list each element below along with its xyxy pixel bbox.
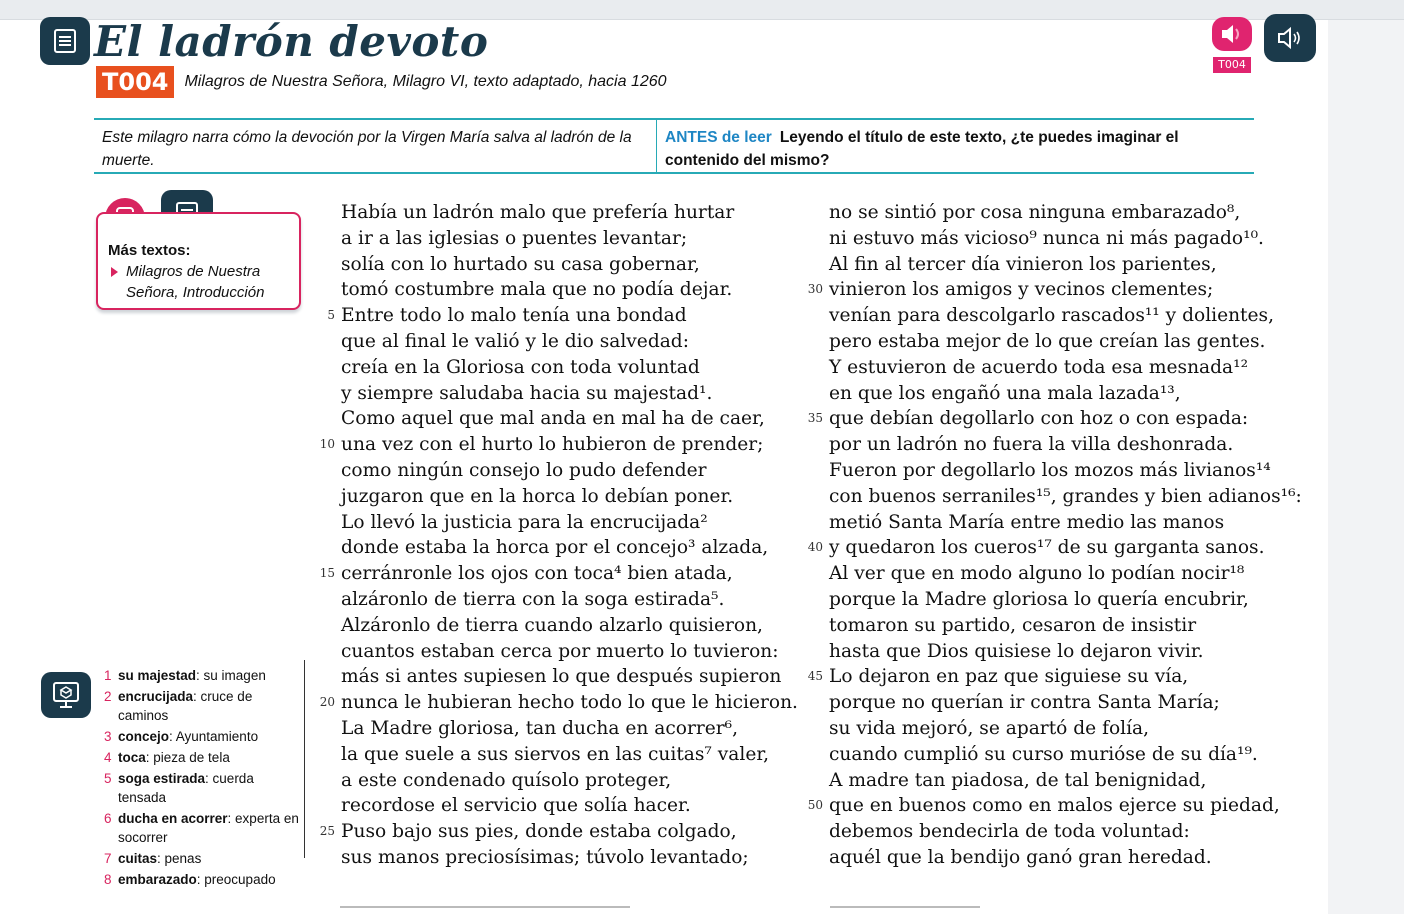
note-definition: : experta en socorrer — [118, 811, 299, 845]
note-number: 4 — [104, 750, 112, 765]
line-number: 30 — [807, 282, 823, 297]
verse-text: aquél que la bendijo ganó gran heredad. — [829, 846, 1212, 868]
verse-line — [829, 768, 1302, 794]
glossary-note — [104, 870, 299, 889]
monitor-icon[interactable] — [41, 672, 91, 718]
verse-line — [829, 252, 1302, 278]
verse-line — [829, 381, 1302, 407]
verse-line — [829, 613, 1302, 639]
verse-line — [341, 793, 798, 819]
verse-text: que al final le valió y le dio salvedad: — [341, 330, 689, 352]
verse-text: juzgaron que en la horca lo debían poner. — [341, 485, 734, 507]
verse-text: A madre tan piadosa, de tal benignidad, — [829, 769, 1207, 791]
verse-line — [341, 355, 798, 381]
poem-column-2 — [807, 200, 1302, 871]
right-margin — [1328, 20, 1404, 914]
verse-line — [829, 510, 1302, 536]
note-definition: : pieza de tela — [145, 750, 230, 765]
line-number: 35 — [807, 411, 823, 426]
mas-textos-title: Más textos: — [108, 242, 191, 259]
title-bar — [40, 16, 488, 66]
note-number: 8 — [104, 872, 112, 887]
verse-line — [319, 690, 798, 716]
glossary-note — [104, 769, 299, 807]
verse-text: como ningún consejo lo pudo defender — [341, 459, 707, 481]
verse-text: solía con lo hurtado su casa gobernar, — [341, 253, 700, 275]
note-term: concejo — [118, 729, 170, 744]
verse-text: alzáronlo de tierra con la soga estirada⁵. — [341, 588, 725, 610]
verse-line — [807, 535, 1302, 561]
mas-textos-link[interactable]: Milagros de Nuestra Señora, Introducción — [108, 261, 289, 303]
verse-line — [829, 226, 1302, 252]
antes-question: Leyendo el título de este texto, ¿te puedes imaginar el contenido del mismo? — [665, 129, 1179, 169]
note-term: ducha en acorrer — [118, 811, 228, 826]
verse-text: debemos bendecirla de toda voluntad: — [829, 821, 1190, 843]
verse-text: con buenos serraniles¹⁵, grandes y bien adianos¹⁶: — [829, 485, 1302, 507]
source-citation: Milagros de Nuestra Señora, Milagro VI, texto adaptado, hacia 1260 — [184, 73, 667, 90]
verse-line — [341, 510, 798, 536]
verse-text: Como aquel que mal anda en mal ha de caer, — [341, 408, 765, 430]
verse-text: que en buenos como en malos ejerce su piedad, — [829, 795, 1280, 817]
note-term: soga estirada — [118, 771, 206, 786]
note-number: 3 — [104, 729, 112, 744]
verse-line — [341, 716, 798, 742]
verse-text: tomó costumbre mala que no podía dejar. — [341, 279, 733, 301]
verse-text: cuando cumplió su curso murióse de su día¹⁹. — [829, 743, 1258, 765]
verse-text: por un ladrón no fuera la villa deshonrada. — [829, 434, 1234, 456]
verse-line — [829, 200, 1302, 226]
glossary-note — [104, 727, 299, 746]
code-bar — [96, 66, 667, 98]
footer-note-fragment — [340, 906, 630, 908]
line-number: 15 — [319, 566, 335, 581]
note-number: 6 — [104, 811, 112, 826]
verse-line — [829, 587, 1302, 613]
verse-text: creía en la Gloriosa con toda voluntad — [341, 356, 700, 378]
line-number: 50 — [807, 798, 823, 813]
note-body — [118, 849, 299, 868]
verse-text: no se sintió por cosa ninguna embarazado⁸, — [829, 202, 1241, 223]
text-code-badge: T004 — [96, 66, 174, 98]
verse-line — [341, 381, 798, 407]
verse-line — [341, 200, 798, 226]
verse-line — [341, 845, 798, 871]
glossary-note — [104, 809, 299, 847]
verse-line — [829, 329, 1302, 355]
verse-text: cuantos estaban cerca por muerto lo tuvieron: — [341, 640, 779, 662]
note-definition: : cuerda tensada — [118, 771, 254, 805]
glossary-note — [104, 687, 299, 725]
verse-text: a ir a las iglesias o puentes levantar; — [341, 227, 688, 249]
note-body — [118, 769, 299, 807]
line-number: 40 — [807, 540, 823, 555]
verse-line — [807, 406, 1302, 432]
verse-line — [829, 484, 1302, 510]
verse-text: tomaron su partido, cesaron de insistir — [829, 614, 1197, 636]
verse-line — [319, 819, 798, 845]
line-number: 20 — [319, 695, 335, 710]
glossary-notes — [104, 666, 299, 891]
mas-textos-box — [96, 212, 301, 310]
verse-line — [829, 303, 1302, 329]
verse-text: Fueron por degollarlo los mozos más livianos¹⁴ — [829, 459, 1271, 481]
note-body — [118, 687, 299, 725]
verse-line — [829, 458, 1302, 484]
speaker-button[interactable] — [1264, 14, 1316, 62]
verse-text: cerránronle los ojos con toca⁴ bien atada, — [341, 563, 733, 585]
verse-text: recordose el servicio que solía hacer. — [341, 795, 691, 817]
verse-text: vinieron los amigos y vecinos clementes; — [829, 279, 1214, 301]
note-definition: : penas — [157, 851, 202, 866]
verse-line — [341, 226, 798, 252]
note-definition: : su imagen — [196, 668, 266, 683]
line-number: 25 — [319, 824, 335, 839]
poem-column-1 — [319, 200, 798, 871]
verse-text: Al ver que en modo alguno lo podían nocir¹⁸ — [829, 563, 1245, 585]
verse-line — [829, 690, 1302, 716]
glossary-note — [104, 666, 299, 685]
verse-text: a este condenado quísolo proteger, — [341, 769, 672, 791]
verse-line — [341, 639, 798, 665]
verse-text: pero estaba mejor de lo que creían las gentes. — [829, 330, 1266, 352]
note-body — [118, 666, 299, 685]
verse-line — [341, 329, 798, 355]
verse-line — [341, 252, 798, 278]
verse-text: porque la Madre gloriosa lo quería encubrir, — [829, 588, 1249, 610]
line-number: 45 — [807, 669, 823, 684]
verse-line — [341, 587, 798, 613]
note-number: 7 — [104, 851, 112, 866]
verse-line — [829, 639, 1302, 665]
verse-text: Alzáronlo de tierra cuando alzarlo quisieron, — [341, 614, 763, 636]
verse-line — [327, 303, 798, 329]
verse-text: Lo llevó la justicia para la encrucijada² — [341, 511, 708, 533]
verse-text: nunca le hubieran hecho todo lo que le hicieron. — [341, 692, 798, 714]
verse-text: en que los engañó una mala lazada¹³, — [829, 382, 1181, 404]
note-definition: : Ayuntamiento — [169, 729, 259, 744]
antes-label: ANTES de leer — [665, 129, 772, 146]
verse-text: la que suele a sus siervos en las cuitas⁷ valer, — [341, 743, 770, 765]
verse-line — [807, 664, 1302, 690]
note-body — [118, 870, 299, 889]
verse-text: Al fin al tercer día vinieron los parientes, — [829, 253, 1217, 275]
audio-code-tag: T004 — [1213, 57, 1251, 73]
note-term: toca — [118, 750, 146, 765]
note-number: 5 — [104, 771, 112, 786]
verse-text: donde estaba la horca por el concejo³ alzada, — [341, 537, 769, 559]
verse-text: La Madre gloriosa, tan ducha en acorrer⁶, — [341, 717, 739, 739]
audio-play-button[interactable] — [1212, 17, 1252, 51]
verse-text: Entre todo lo malo tenía una bondad — [341, 305, 687, 327]
line-number: 5 — [327, 308, 335, 323]
note-number: 2 — [104, 689, 112, 704]
verse-line — [829, 742, 1302, 768]
verse-text: venían para descolgarlo rascados¹¹ y dolientes, — [829, 305, 1274, 327]
note-body — [118, 727, 299, 746]
verse-line — [319, 561, 798, 587]
line-number: 10 — [319, 437, 335, 452]
verse-text: y siempre saludaba hacia su majestad¹. — [341, 382, 713, 404]
verse-text: hasta que Dios quisiese lo dejaron vivir. — [829, 640, 1204, 662]
notes-divider — [304, 660, 305, 858]
verse-line — [341, 742, 798, 768]
verse-line — [829, 845, 1302, 871]
audio-icon — [1218, 23, 1246, 45]
verse-text: y quedaron los cueros¹⁷ de su garganta sanos. — [829, 537, 1265, 559]
verse-line — [807, 793, 1302, 819]
footer-note-fragment-2 — [830, 906, 980, 908]
glossary-note — [104, 849, 299, 868]
verse-line — [341, 768, 798, 794]
verse-text: Puso bajo sus pies, donde estaba colgado, — [341, 821, 737, 843]
verse-text: una vez con el hurto lo hubieron de prender; — [341, 434, 764, 456]
verse-line — [829, 432, 1302, 458]
intro-box — [94, 118, 1254, 174]
verse-text: sus manos preciosísimas; túvolo levantado; — [341, 846, 749, 868]
glossary-note — [104, 748, 299, 767]
note-definition: : cruce de caminos — [118, 689, 253, 723]
verse-text: metió Santa María entre medio las manos — [829, 511, 1225, 533]
page-title: El ladrón devoto — [94, 16, 489, 66]
note-term: su majestad — [118, 668, 197, 683]
verse-text: su vida mejoró, se apartó de folía, — [829, 717, 1150, 739]
verse-line — [341, 535, 798, 561]
verse-line — [807, 277, 1302, 303]
note-number: 1 — [104, 668, 112, 683]
intro-summary: Este milagro narra cómo la devoción por la Virgen María salva al ladrón de la muerte. — [94, 120, 657, 172]
note-term: cuitas — [118, 851, 158, 866]
verse-line — [829, 716, 1302, 742]
note-term: embarazado — [118, 872, 197, 887]
verse-text: más si antes supiesen lo que después supieron — [341, 666, 782, 688]
verse-line — [829, 561, 1302, 587]
verse-text: Lo dejaron en paz que siguiese su vía, — [829, 666, 1189, 688]
antes-de-leer — [657, 120, 1254, 172]
note-definition: : preocupado — [196, 872, 276, 887]
verse-line — [341, 664, 798, 690]
verse-text: que debían degollarlo con hoz o con espada: — [829, 408, 1249, 430]
note-term: encrucijada — [118, 689, 194, 704]
verse-line — [341, 406, 798, 432]
verse-text: porque no querían ir contra Santa María; — [829, 692, 1220, 714]
note-body — [118, 809, 299, 847]
note-body — [118, 748, 299, 767]
verse-text: Había un ladrón malo que prefería hurtar — [341, 202, 735, 223]
document-icon[interactable] — [40, 17, 90, 65]
verse-line — [341, 277, 798, 303]
verse-line — [341, 484, 798, 510]
verse-line — [319, 432, 798, 458]
triangle-icon — [111, 267, 118, 277]
verse-text: Y estuvieron de acuerdo toda esa mesnada¹² — [829, 356, 1249, 378]
verse-line — [829, 355, 1302, 381]
verse-text: ni estuvo más vicioso⁹ nunca ni más pagado¹⁰. — [829, 227, 1264, 249]
verse-line — [829, 819, 1302, 845]
verse-line — [341, 613, 798, 639]
speaker-icon — [1276, 26, 1304, 50]
verse-line — [341, 458, 798, 484]
